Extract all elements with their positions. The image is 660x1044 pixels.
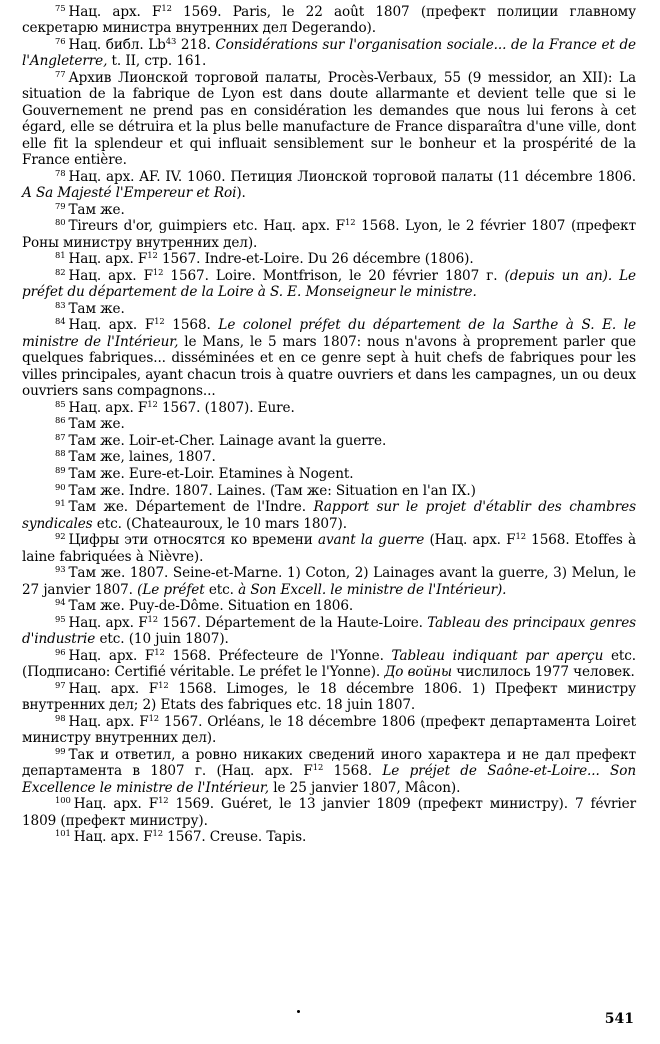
footnote-90 bbox=[22, 483, 636, 499]
footnote-text: Там же, laines, 1807. bbox=[68, 449, 216, 466]
footnote-number: 84 bbox=[55, 316, 66, 327]
footnote-text: Нац. арх. F bbox=[73, 796, 159, 813]
superscript: 12 bbox=[147, 250, 158, 261]
footnote-101 bbox=[22, 829, 636, 845]
footnote-text: 1567. (1807). Eure. bbox=[157, 399, 295, 416]
footnote-text: 1568. bbox=[164, 317, 219, 334]
footnote-text: Там же. Puy-de-Dôme. Situation en 1806. bbox=[68, 598, 354, 615]
italic-text: A Sa Majesté l'Empereur et Roi bbox=[22, 185, 237, 202]
italic-text: Le colonel préfet du département de la Sarthe à S. E. le ministre de l'Intérieur, bbox=[22, 317, 637, 350]
footnote-text: le 25 janvier 1807, Mâcon). bbox=[269, 779, 461, 796]
footnote-number: 99 bbox=[55, 745, 66, 756]
superscript: 12 bbox=[148, 712, 160, 723]
footnote-text: Так и ответил, а ровно никаких сведений иного характера и не дал префект департамента в 1807 г. (Нац. арх. F bbox=[22, 746, 636, 780]
footnote-text: Нац. арх. F bbox=[68, 647, 155, 664]
footnote-text: 1568. Etoffes à laine fabriquées à Nièvre). bbox=[22, 532, 636, 565]
footnote-number: 76 bbox=[55, 36, 66, 46]
italic-text: avant la guerre bbox=[317, 532, 425, 549]
footnote-number: 95 bbox=[55, 613, 66, 624]
italic-text: Considérations sur l'organisation sociale... de la France et de l'Angleterre, bbox=[22, 37, 637, 70]
superscript: 12 bbox=[345, 217, 356, 228]
footnote-92 bbox=[22, 532, 636, 565]
footnote-75 bbox=[22, 4, 636, 37]
footnote-text: 1568. Lyon, le 2 février 1807 (префект Роны министру внутренних дел). bbox=[22, 218, 636, 251]
footnote-number: 87 bbox=[55, 431, 66, 442]
footnote-99 bbox=[22, 747, 636, 796]
footnote-number: 77 bbox=[55, 69, 66, 79]
footnote-number: 82 bbox=[55, 266, 66, 277]
superscript: 12 bbox=[515, 531, 526, 542]
italic-text: à Son Excell. le ministre de l'Intérieur). bbox=[238, 581, 507, 598]
footnote-text: Архив Лионской торговой палаты, Procès-Verbaux, 55 (9 messidor, an XII): La situation de la fabrique de Lyon est dans doute allarmante et devient telle que si le Gouvernement ne prend pas en considération les demandes que nous lui ferons à cet égard, elle se détruira et la plus belle manufacture de France disparaîtra d'une ville, dont elle fit la splendeur et qui influait sensiblement sur le bonheur et la prospérité de la France entière. bbox=[22, 70, 636, 169]
footnote-text: le Mans, le 5 mars 1807: nous n'avons à proprement parler que quelques fabriques... disséminées et en ce genre sept à huit chefs de fabriques pour les villes principales, ayant chacun trois à quatre ouvriers et dans les campagnes, un ou deux ouvriers sans compagnons... bbox=[22, 333, 636, 400]
footnote-text: 1568. Préfecteure de l'Yonne. bbox=[164, 647, 392, 664]
page-number: 541 bbox=[604, 1011, 634, 1027]
footnote-100 bbox=[22, 796, 636, 829]
footnote-text: Нац. арх. F bbox=[73, 829, 153, 846]
footnote-text: Цифры эти относятся ко времени bbox=[68, 532, 318, 549]
italic-text: Rapport sur le projet d'établir des chambres syndicales bbox=[22, 499, 636, 532]
superscript: 12 bbox=[158, 679, 169, 690]
superscript: 12 bbox=[154, 316, 165, 327]
footnote-text: 1568. bbox=[323, 763, 383, 780]
footnote-text: etc. (Подписано: Certifié véritable. Le préfet le l'Yonne). bbox=[22, 647, 636, 681]
footnote-76 bbox=[22, 37, 636, 70]
footnote-text: Там же. bbox=[68, 416, 125, 433]
footnote-text: Tireurs d'or, guimpiers etc. Нац. арх. F bbox=[68, 218, 345, 235]
footnote-text: 1569. Paris, le 22 août 1807 (префект полиции главному секретарю министра внутренних дел Degerando). bbox=[22, 4, 636, 37]
footnote-text: etc. (Chateauroux, le 10 mars 1807). bbox=[92, 515, 347, 532]
footnote-number: 98 bbox=[55, 712, 66, 723]
footnote-85 bbox=[22, 400, 636, 416]
superscript: 43 bbox=[165, 36, 177, 46]
footnote-94 bbox=[22, 598, 636, 614]
footnote-text: Нац. арх. F bbox=[68, 267, 153, 284]
footnote-number: 100 bbox=[55, 795, 71, 806]
footnote-text: 1567. Orléans, le 18 décembre 1806 (префект департамента Loiret министру внутренних дел). bbox=[22, 713, 636, 747]
footnote-number: 97 bbox=[55, 679, 66, 690]
footnote-text: Там же. Département de l'Indre. bbox=[68, 499, 314, 516]
footnote-number: 86 bbox=[55, 415, 66, 426]
footnote-86 bbox=[22, 416, 636, 432]
italic-text: Tableau des principaux genres d'industrie bbox=[22, 614, 637, 648]
footnote-text: 1567. Loire. Montfrison, le 20 février 1807 г. bbox=[163, 267, 505, 284]
footnote-number: 94 bbox=[55, 597, 66, 608]
footnote-text: Там же. bbox=[68, 201, 125, 218]
superscript: 12 bbox=[147, 613, 159, 624]
footnote-text: ). bbox=[236, 185, 246, 202]
footnote-77 bbox=[22, 70, 636, 168]
footnote-number: 90 bbox=[55, 481, 66, 492]
footnote-number: 92 bbox=[55, 531, 66, 542]
footnote-text: etc. bbox=[204, 581, 239, 598]
footnote-89 bbox=[22, 466, 636, 482]
footnote-number: 85 bbox=[55, 398, 66, 409]
superscript: 12 bbox=[152, 266, 164, 277]
superscript: 12 bbox=[152, 828, 163, 839]
italic-text: (Le préfet bbox=[137, 581, 205, 598]
footnote-96 bbox=[22, 648, 636, 681]
footnote-text: числилось 1977 человек. bbox=[451, 664, 635, 681]
footnote-79 bbox=[22, 202, 636, 218]
footnote-number: 81 bbox=[55, 250, 66, 261]
footnote-91 bbox=[22, 499, 636, 532]
footnote-number: 78 bbox=[55, 167, 66, 178]
footnote-text: 1567. Indre-et-Loire. Du 26 décembre (1806). bbox=[157, 251, 474, 268]
superscript: 12 bbox=[312, 762, 324, 773]
footnotes-list bbox=[22, 4, 636, 846]
footnote-number: 79 bbox=[55, 200, 66, 211]
italic-text: До войны bbox=[384, 664, 452, 681]
superscript: 12 bbox=[154, 646, 165, 657]
footnote-text: t. II, стр. 161. bbox=[107, 53, 207, 70]
footnote-text: Там же. bbox=[68, 300, 125, 317]
footnote-text: Нац. арх. F bbox=[68, 713, 149, 730]
footnote-84 bbox=[22, 317, 636, 399]
superscript: 12 bbox=[147, 398, 158, 409]
footnote-number: 80 bbox=[55, 217, 66, 228]
footnote-text: Там же. 1807. Seine-et-Marne. 1) Coton, 2) Lainages avant la guerre, 3) Melun, le 27 janvier 1807. bbox=[22, 565, 636, 598]
footnote-97 bbox=[22, 681, 636, 714]
footnote-text: Нац. арх. F bbox=[68, 251, 148, 268]
footnote-text: Там же. Indre. 1807. Laines. (Там же: Situation en l'an IX.) bbox=[68, 482, 476, 499]
footnote-number: 91 bbox=[55, 498, 66, 509]
footnote-text: 1569. Guéret, le 13 janvier 1809 (префект министру). 7 février 1809 (префект министру). bbox=[22, 796, 636, 829]
footnote-text: 1567. Département de la Haute-Loire. bbox=[158, 614, 428, 631]
footnote-87 bbox=[22, 433, 636, 449]
footnote-80 bbox=[22, 218, 636, 251]
footnote-78 bbox=[22, 169, 636, 202]
italic-text: Le préjet de Saône-et-Loire... Son Excellence le ministre de l'Intérieur, bbox=[22, 763, 636, 796]
footnote-text: Нац. арх. F bbox=[68, 399, 148, 416]
footnote-95 bbox=[22, 615, 636, 648]
footnote-number: 83 bbox=[55, 299, 66, 310]
stray-dot bbox=[297, 1010, 300, 1013]
footnote-number: 75 bbox=[55, 3, 66, 13]
footnote-text: 1568. Limoges, le 18 décembre 1806. 1) Префект министру внутренних дел; 2) Etats des fabriques etc. 18 juin 1807. bbox=[22, 680, 636, 714]
footnote-93 bbox=[22, 565, 636, 598]
footnote-text: 1567. Creuse. Tapis. bbox=[162, 829, 307, 846]
footnote-text: Нац. арх. F bbox=[68, 680, 159, 697]
footnote-text: etc. (10 juin 1807). bbox=[95, 631, 229, 648]
footnote-number: 89 bbox=[55, 465, 66, 475]
footnote-83 bbox=[22, 301, 636, 317]
superscript: 12 bbox=[158, 795, 169, 806]
footnote-text: Нац. арх. F bbox=[68, 4, 162, 20]
superscript: 12 bbox=[161, 3, 172, 13]
footnote-text: Нац. арх. F bbox=[68, 317, 155, 334]
footnote-text: 218. bbox=[176, 37, 216, 53]
footnote-81 bbox=[22, 251, 636, 267]
footnote-text: (Нац. арх. F bbox=[424, 532, 516, 549]
footnote-82 bbox=[22, 268, 636, 301]
footnote-text: Нац. арх. F bbox=[68, 614, 148, 631]
footnote-number: 88 bbox=[55, 448, 66, 459]
footnote-98 bbox=[22, 714, 636, 747]
footnote-text: Там же. Loir-et-Cher. Lainage avant la guerre. bbox=[68, 432, 387, 449]
italic-text: (depuis un an). Le préfet du département de la Loire à S. E. Monseigneur le ministre. bbox=[22, 267, 636, 301]
footnote-text: Нац. арх. AF. IV. 1060. Петиция Лионской торговой палаты (11 décembre 1806. bbox=[68, 168, 636, 185]
footnote-text: Нац. библ. Lb bbox=[68, 37, 166, 53]
italic-text: Tableau indiquant par aperçu bbox=[391, 647, 604, 664]
footnote-88 bbox=[22, 449, 636, 465]
footnote-number: 101 bbox=[55, 828, 71, 839]
footnote-number: 96 bbox=[55, 646, 66, 657]
footnote-text: Там же. Eure-et-Loir. Etamines à Nogent. bbox=[68, 466, 354, 482]
footnote-number: 93 bbox=[55, 564, 66, 575]
